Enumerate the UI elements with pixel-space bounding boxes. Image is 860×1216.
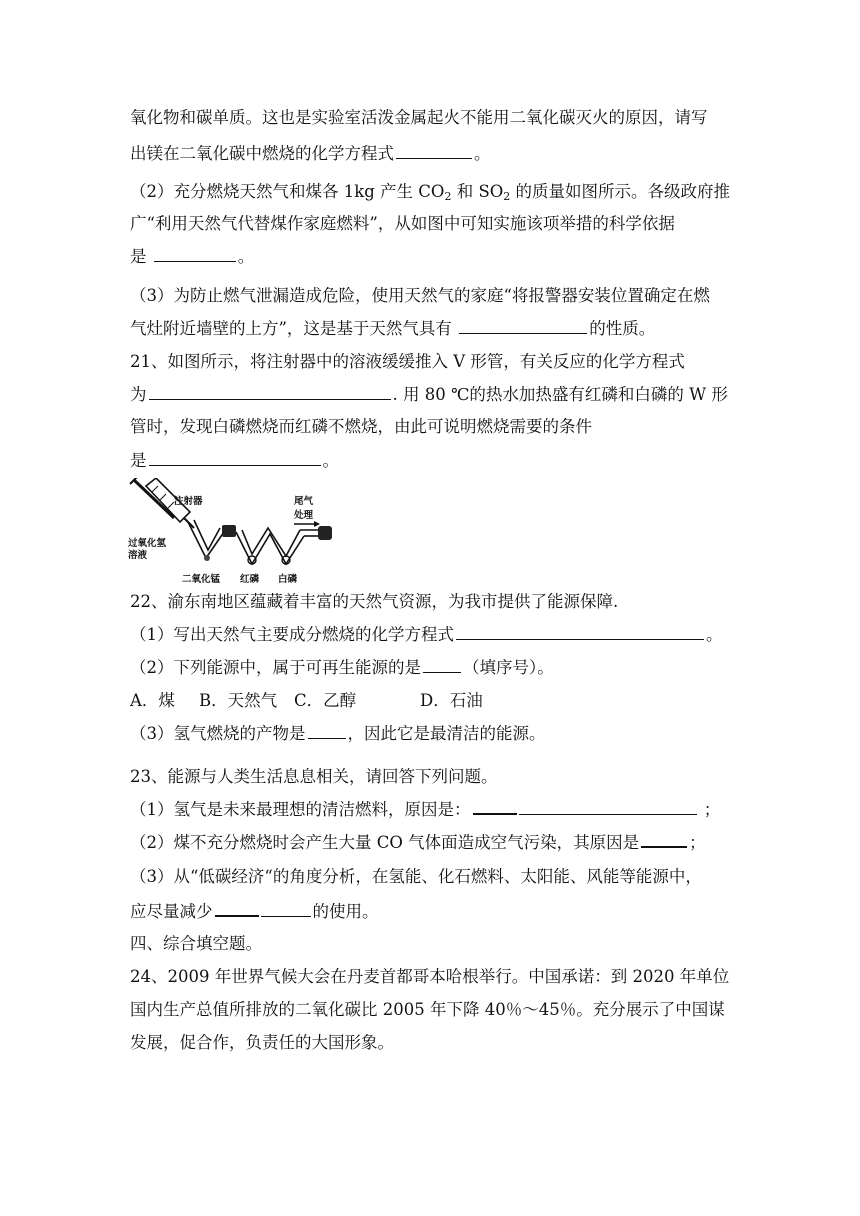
answer-blank[interactable]	[641, 831, 687, 848]
question-23: 23、能源与人类生活息息相关，请回答下列问题。	[130, 767, 498, 786]
answer-blank[interactable]	[154, 246, 236, 262]
exhaust-label: 尾气	[294, 496, 314, 507]
stopper	[222, 525, 236, 537]
text-line: 是 。	[130, 247, 255, 266]
question-21: 21、如图所示，将注射器中的溶液缓缓推入 V 形管，有关反应的化学方程式	[130, 352, 685, 371]
options-line	[130, 690, 483, 712]
answer-blank[interactable]	[396, 143, 472, 159]
section-heading: 四、综合填空题。	[130, 934, 262, 953]
text-line: 国内生产总值所排放的二氧化碳比 2005 年下降 40％～45％。充分展示了中国谋	[130, 1000, 725, 1019]
text-line: （2）下列能源中，属于可再生能源的是 （填序号）。	[130, 658, 554, 677]
answer-blank[interactable]	[149, 384, 391, 400]
text-line: 发展，促合作，负责任的大国形象。	[130, 1033, 394, 1052]
text-line: 广“利用天然气代替煤作家庭燃料”，从如图中可知实施该项举措的科学依据	[130, 214, 675, 233]
text-line: （1）氢气是未来最理想的清洁燃料，原因是： ；	[130, 800, 721, 819]
text-line: 气灶附近墙壁的上方”，这是基于天然气具有 的性质。	[130, 319, 656, 338]
text-line: 是 。	[130, 451, 339, 470]
white-phosphorus-label: 白磷	[278, 574, 298, 585]
text-line: 应尽量减少 的使用。	[130, 902, 379, 921]
text-line: （3）从“低碳经济“的角度分析，在氢能、化石燃料、太阳能、风能等能源中，	[130, 867, 702, 886]
question-22: 22、渝东南地区蕴藏着丰富的天然气资源，为我市提供了能源保障.	[130, 592, 619, 611]
answer-blank[interactable]	[308, 723, 346, 739]
option-d[interactable]: D．石油	[420, 691, 483, 710]
option-c[interactable]: C．乙醇	[294, 691, 357, 710]
option-a[interactable]: A．煤	[130, 691, 175, 710]
answer-blank[interactable]	[423, 657, 461, 673]
text-line: （1）写出天然气主要成分燃烧的化学方程式 。	[130, 625, 723, 644]
syringe-label: 注射器	[174, 496, 203, 507]
answer-blank[interactable]	[456, 624, 704, 640]
stopper	[318, 526, 332, 540]
answer-blank[interactable]	[215, 900, 259, 917]
mno2-sample	[204, 555, 210, 561]
answer-blank[interactable]	[459, 318, 587, 334]
text-line: 氧化物和碳单质。这也是实验室活泼金属起火不能用二氧化碳灭火的原因，请写	[130, 108, 708, 127]
exhaust-label: 处理	[294, 510, 314, 521]
answer-blank[interactable]	[473, 798, 517, 815]
text-line: 管时，发现白磷燃烧而红磷不燃烧，由此可说明燃烧需要的条件	[130, 417, 592, 436]
h2o2-label: 过氧化氢	[128, 538, 167, 549]
text-line: 出镁在二氧化碳中燃烧的化学方程式 。	[130, 144, 491, 163]
option-b[interactable]: B．天然气	[199, 691, 278, 710]
mno2-label: 二氧化锰	[182, 574, 221, 585]
experiment-diagram	[128, 478, 348, 588]
text-line: （2）煤不充分燃烧时会产生大量 CO 气体面造成空气污染，其原因是 ；	[130, 833, 706, 852]
text-line: 为 . 用 80 ℃的热水加热盛有红磷和白磷的 W 形	[130, 385, 728, 404]
text-line: （3）氢气燃烧的产物是 ，因此它是最清洁的能源。	[130, 724, 546, 743]
answer-blank[interactable]	[261, 901, 311, 917]
text-line: （3）为防止燃气泄漏造成危险，使用天然气的家庭“将报警器安装位置确定在燃	[130, 286, 710, 305]
text-line: （2）充分燃烧天然气和煤各 1kg 产生 $CO_2$ 和 $SO_2$ 的质量如图所示。各级政府推	[130, 182, 731, 203]
h2o2-label: 溶液	[128, 550, 148, 561]
answer-blank[interactable]	[519, 799, 697, 815]
red-phosphorus-label: 红磷	[240, 574, 260, 585]
question-24: 24、2009 年世界气候大会在丹麦首都哥本哈根举行。中国承诺：到 2020 年单位	[130, 967, 730, 986]
answer-blank[interactable]	[149, 450, 321, 466]
